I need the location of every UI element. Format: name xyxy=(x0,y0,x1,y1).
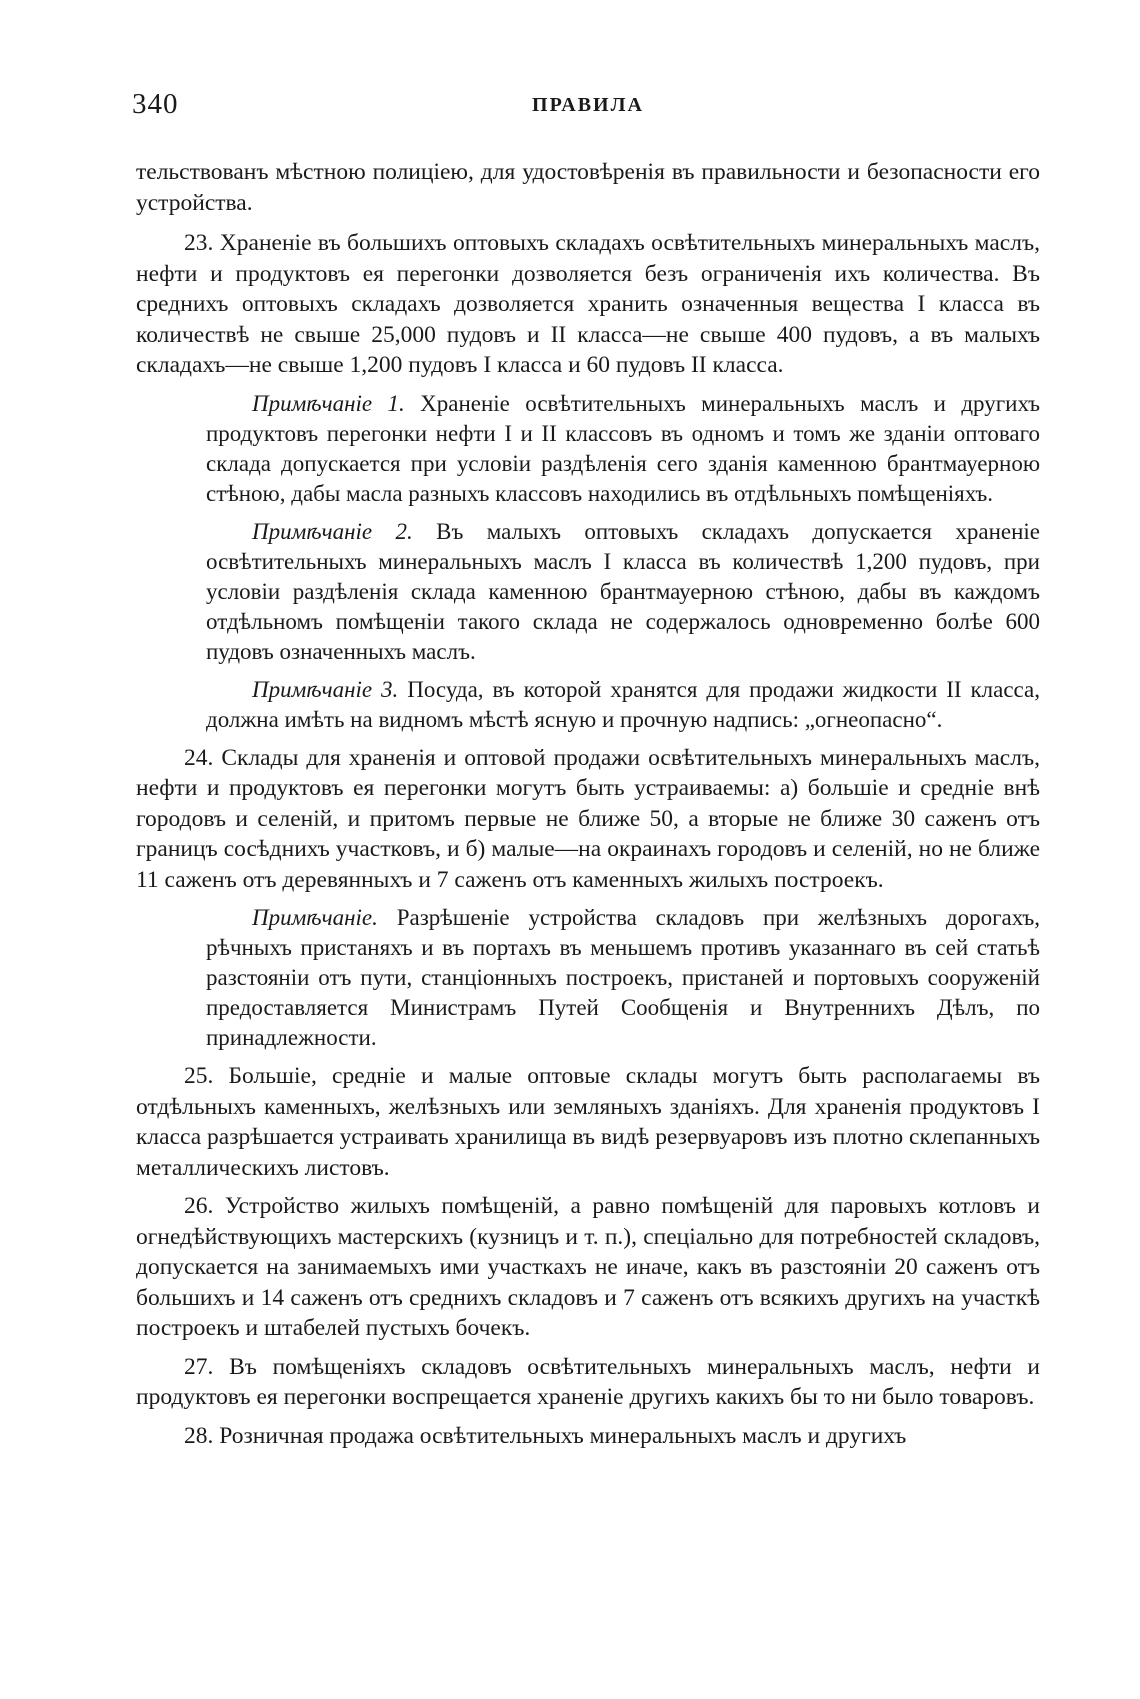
note-3-text: Посуда, въ которой хранятся для продажи жидкости II класса, должна имѣть на видномъ мѣстѣ ясную и прочную надпись: „огнеопасно“. xyxy=(206,676,1041,732)
body-text xyxy=(136,157,1040,1451)
article-26: 26. Устройство жилыхъ помѣщеній, а равно помѣщеній для паровыхъ котловъ и огнедѣйствующихъ мастерскихъ (кузницъ и т. п.), спеціально для потребностей складовъ, допускается на занимаемыхъ ими участкахъ не иначе, какъ въ разстояніи 20 саженъ отъ большихъ и 14 саженъ отъ среднихъ складовъ и 7 саженъ отъ всякихъ другихъ на участкѣ построекъ и штабелей пустыхъ бочекъ. xyxy=(136,1193,1040,1341)
note-4-text: Разрѣшеніе устройства складовъ при желѣзныхъ дорогахъ, рѣчныхъ пристаняхъ и въ портахъ въ меньшемъ противъ указаннаго въ сей статьѣ разстояніи отъ пути, станціонныхъ построекъ, пристаней и портовыхъ сооруженій предоставляется Министрамъ Путей Сообщенія и Внутреннихъ Дѣлъ, по принадлежности. xyxy=(206,905,1040,1050)
continuation-paragraph: тельствованъ мѣстною полиціею, для удостовѣренія въ правильности и безопасности его устройства. xyxy=(136,159,1040,216)
note-2 xyxy=(206,517,1040,667)
note-2-text: Въ малыхъ оптовыхъ складахъ допускается храненіе освѣтительныхъ минеральныхъ маслъ I класса въ количествѣ 1,200 пудовъ, при условіи раздѣленія склада каменною брантмауерною стѣною, дабы въ каждомъ отдѣльномъ помѣщеніи такого склада не содержалось одновременно болѣе 600 пудовъ означенныхъ маслъ. xyxy=(206,518,1041,664)
article-24: 24. Склады для храненія и оптовой продажи освѣтительныхъ минеральныхъ маслъ, нефти и продуктовъ ея перегонки могутъ быть устраиваемы: а) большіе и средніе внѣ городовъ и селеній, и притомъ первые не ближе 50, а вторые не ближе 30 саженъ отъ границъ сосѣднихъ участковъ, и б) малые—на окраинахъ городовъ и селеній, но не ближе 11 саженъ отъ деревянныхъ и 7 саженъ отъ каменныхъ жилыхъ построекъ. xyxy=(136,744,1040,893)
note-1-label: Примѣчаніе 1. xyxy=(252,390,405,416)
page-header xyxy=(132,88,1044,128)
note-1-text: Храненіе освѣтительныхъ минеральныхъ маслъ и другихъ продуктовъ перегонки нефти I и II классовъ въ одномъ и томъ же зданіи оптоваго склада допускается при условіи раздѣленія сего зданія каменною брантмауерною стѣною, дабы масла разныхъ классовъ находились въ отдѣльныхъ помѣщеніяхъ. xyxy=(206,390,1040,506)
page-number: 340 xyxy=(132,88,179,120)
article-25: 25. Большіе, средніе и малые оптовые склады могутъ быть располагаемы въ отдѣльныхъ каменныхъ, желѣзныхъ или земляныхъ зданіяхъ. Для храненія продуктовъ I класса разрѣшается устраивать хранилища въ видѣ резервуаровъ изъ плотно склепанныхъ металлическихъ листовъ. xyxy=(136,1063,1040,1181)
article-28: 28. Розничная продажа освѣтительныхъ минеральныхъ маслъ и другихъ xyxy=(184,1422,907,1449)
running-title: ПРАВИЛА xyxy=(532,94,644,116)
note-4 xyxy=(206,903,1040,1053)
note-2-label: Примѣчаніе 2. xyxy=(252,518,413,544)
note-3 xyxy=(206,675,1040,735)
article-23: 23. Храненіе въ большихъ оптовыхъ складахъ освѣтительныхъ минеральныхъ маслъ, нефти и продуктовъ ея перегонки дозволяется безъ ограниченія ихъ количества. Въ среднихъ оптовыхъ складахъ дозволяется хранить означенныя вещества I класса въ количествѣ не свыше 25,000 пудовъ и II класса—не свыше 400 пудовъ, а въ малыхъ складахъ—не свыше 1,200 пудовъ I класса и 60 пудовъ II класса. xyxy=(136,230,1040,378)
note-1 xyxy=(206,389,1040,509)
note-4-label: Примѣчаніе. xyxy=(252,905,378,930)
note-3-label: Примѣчаніе 3. xyxy=(252,676,399,702)
article-27: 27. Въ помѣщеніяхъ складовъ освѣтительныхъ минеральныхъ маслъ, нефти и продуктовъ ея перегонки воспрещается храненіе другихъ какихъ бы то ни было товаровъ. xyxy=(136,1353,1040,1410)
